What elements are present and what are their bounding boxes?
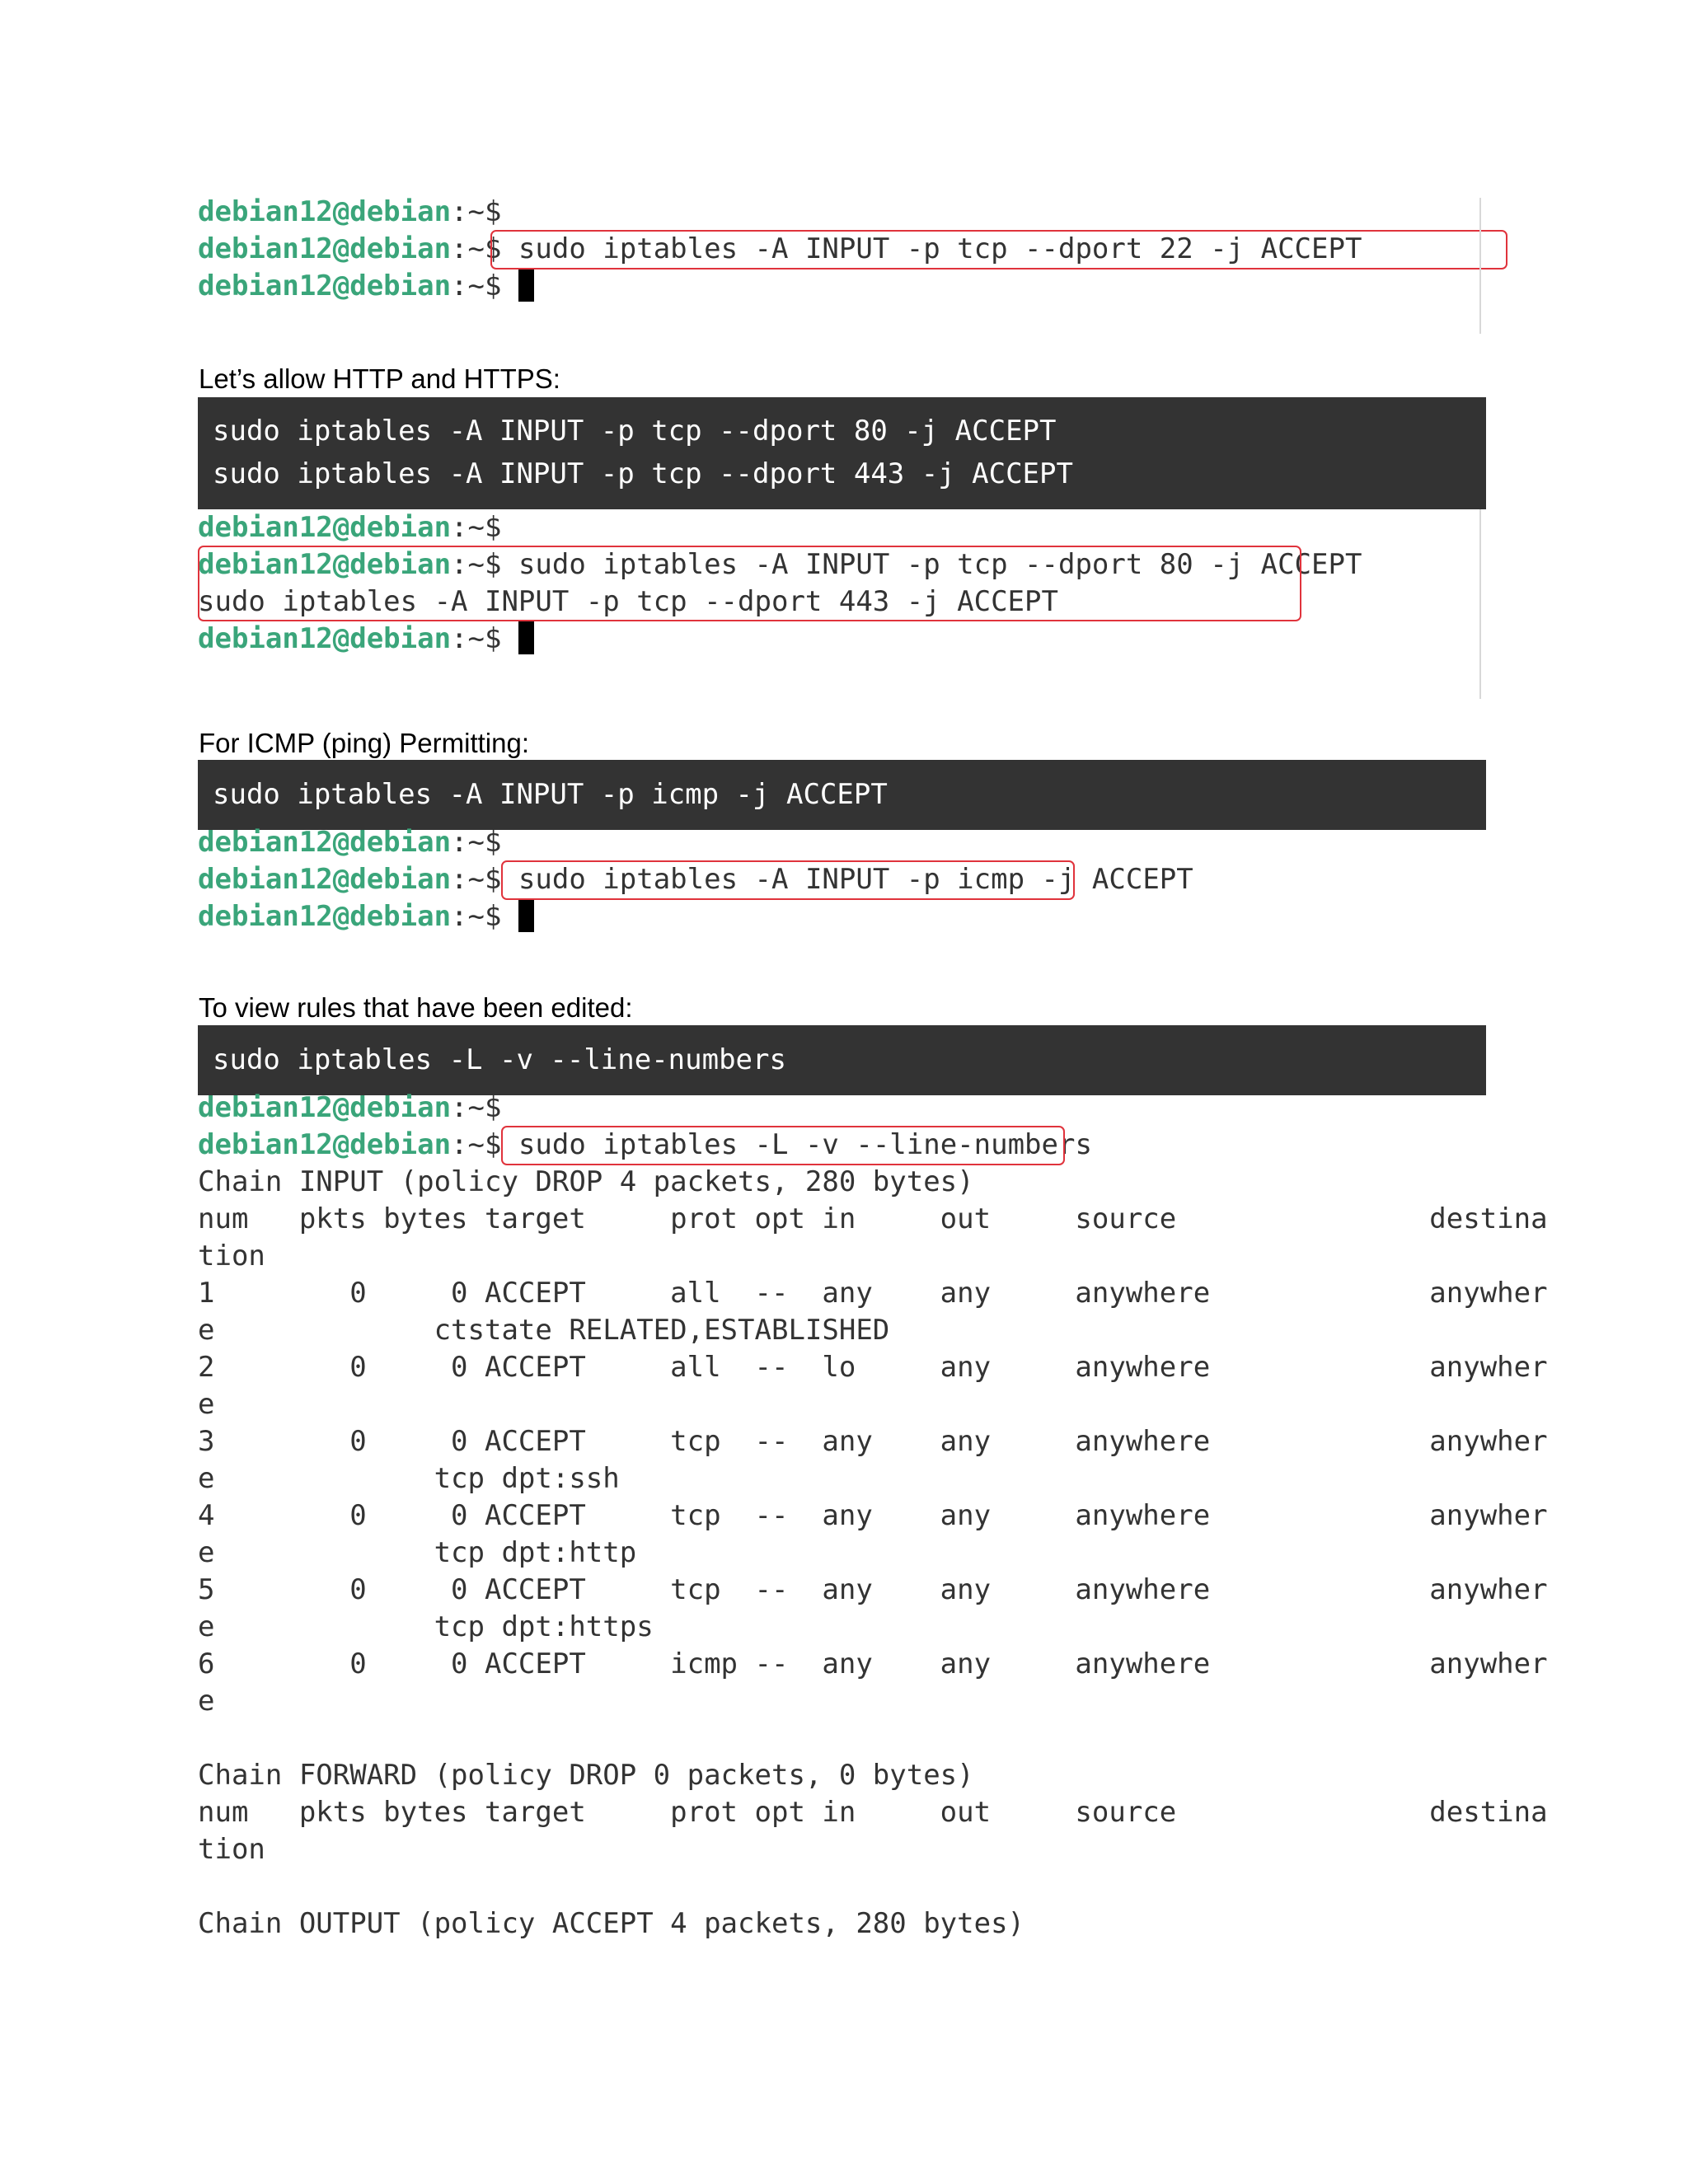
output-line: Chain INPUT (policy DROP 4 packets, 280 bytes) — [198, 1165, 974, 1198]
prompt-user: debian12@debian — [198, 863, 452, 896]
output-line: 1 0 0 ACCEPT all -- any any anywhere anywher — [198, 1277, 1548, 1310]
output-line: tion — [198, 1240, 265, 1272]
terminal-line — [198, 898, 534, 935]
output-line: e tcp dpt:https — [198, 1610, 654, 1643]
terminal-line — [198, 824, 501, 861]
prompt-user: debian12@debian — [198, 1128, 452, 1161]
terminal-cursor — [518, 269, 534, 302]
prompt-path: :~$ — [451, 1128, 502, 1161]
code-line: sudo iptables -A INPUT -p tcp --dport 443 -j ACCEPT — [213, 457, 1073, 490]
terminal-line — [198, 194, 501, 231]
prompt-path: :~$ — [451, 269, 502, 302]
code-block-icmp — [198, 760, 1486, 830]
prompt-path: :~$ — [451, 826, 502, 859]
output-line: 3 0 0 ACCEPT tcp -- any any anywhere anywher — [198, 1425, 1548, 1458]
caption-view-rules: To view rules that have been edited: — [199, 992, 633, 1023]
code-line: sudo iptables -A INPUT -p tcp --dport 80 -j ACCEPT — [213, 415, 1057, 448]
terminal-screenshot-icmp — [198, 824, 1484, 940]
terminal-screenshot-ssh — [198, 194, 1484, 338]
code-line: sudo iptables -A INPUT -p icmp -j ACCEPT — [213, 778, 888, 811]
prompt-user: debian12@debian — [198, 548, 452, 581]
command-highlight-box — [198, 546, 1301, 621]
command-highlight-box — [501, 1126, 1065, 1165]
terminal-line — [198, 1090, 501, 1127]
prompt-user: debian12@debian — [198, 622, 452, 655]
output-line: 6 0 0 ACCEPT icmp -- any any anywhere anywher — [198, 1647, 1548, 1680]
output-line: Chain FORWARD (policy DROP 0 packets, 0 bytes) — [198, 1759, 974, 1792]
prompt-path: :~$ — [451, 511, 502, 544]
terminal-line — [198, 621, 534, 658]
prompt-user: debian12@debian — [198, 232, 452, 265]
command-highlight-box — [501, 860, 1075, 900]
caption-icmp: For ICMP (ping) Permitting: — [199, 728, 529, 758]
output-line: e tcp dpt:http — [198, 1536, 637, 1569]
command-text: sudo iptables -A INPUT -p tcp --dport 22 -j ACCEPT — [518, 232, 1362, 265]
caption-http: Let’s allow HTTP and HTTPS: — [199, 363, 560, 394]
prompt-path: :~$ — [451, 548, 502, 581]
prompt-path: :~$ — [451, 195, 502, 228]
prompt-path: :~$ — [451, 863, 502, 896]
terminal-screenshot-rule-list — [198, 1090, 1548, 1947]
terminal-cursor — [518, 899, 534, 932]
prompt-user: debian12@debian — [198, 900, 452, 933]
output-line: e tcp dpt:ssh — [198, 1462, 620, 1495]
output-line: 5 0 0 ACCEPT tcp -- any any anywhere anywher — [198, 1573, 1548, 1606]
command-text: sudo iptables -A INPUT -p tcp --dport 443 -j ACCEPT — [198, 585, 1058, 618]
screenshot-edge — [1479, 198, 1481, 334]
prompt-user: debian12@debian — [198, 195, 452, 228]
output-line: num pkts bytes target prot opt in out source destina — [198, 1796, 1548, 1829]
output-line: e — [198, 1388, 215, 1421]
terminal-line — [198, 509, 501, 546]
prompt-path: :~$ — [451, 900, 502, 933]
output-line: Chain OUTPUT (policy ACCEPT 4 packets, 280 bytes) — [198, 1907, 1025, 1940]
terminal-screenshot-http — [198, 509, 1484, 699]
output-line: 2 0 0 ACCEPT all -- lo any anywhere anywher — [198, 1351, 1548, 1384]
prompt-user: debian12@debian — [198, 1091, 452, 1124]
code-line: sudo iptables -L -v --line-numbers — [213, 1043, 786, 1076]
terminal-cursor — [518, 621, 534, 654]
prompt-path: :~$ — [451, 232, 502, 265]
command-highlight-box — [490, 230, 1507, 269]
terminal-line — [198, 268, 534, 305]
prompt-path: :~$ — [451, 622, 502, 655]
command-text: sudo iptables -L -v --line-numbers — [518, 1128, 1092, 1161]
output-line: e — [198, 1685, 215, 1718]
output-line: e ctstate RELATED,ESTABLISHED — [198, 1314, 890, 1347]
output-line: num pkts bytes target prot opt in out source destina — [198, 1202, 1548, 1235]
output-line: tion — [198, 1833, 265, 1866]
command-text: sudo iptables -A INPUT -p tcp --dport 80 -j ACCEPT — [518, 548, 1362, 581]
prompt-path: :~$ — [451, 1091, 502, 1124]
output-line: 4 0 0 ACCEPT tcp -- any any anywhere anywher — [198, 1499, 1548, 1532]
command-text: sudo iptables -A INPUT -p icmp -j ACCEPT — [518, 863, 1193, 896]
screenshot-edge — [1479, 509, 1481, 699]
prompt-user: debian12@debian — [198, 269, 452, 302]
code-block-http — [198, 397, 1486, 509]
prompt-user: debian12@debian — [198, 511, 452, 544]
code-block-view-rules — [198, 1025, 1486, 1095]
prompt-user: debian12@debian — [198, 826, 452, 859]
